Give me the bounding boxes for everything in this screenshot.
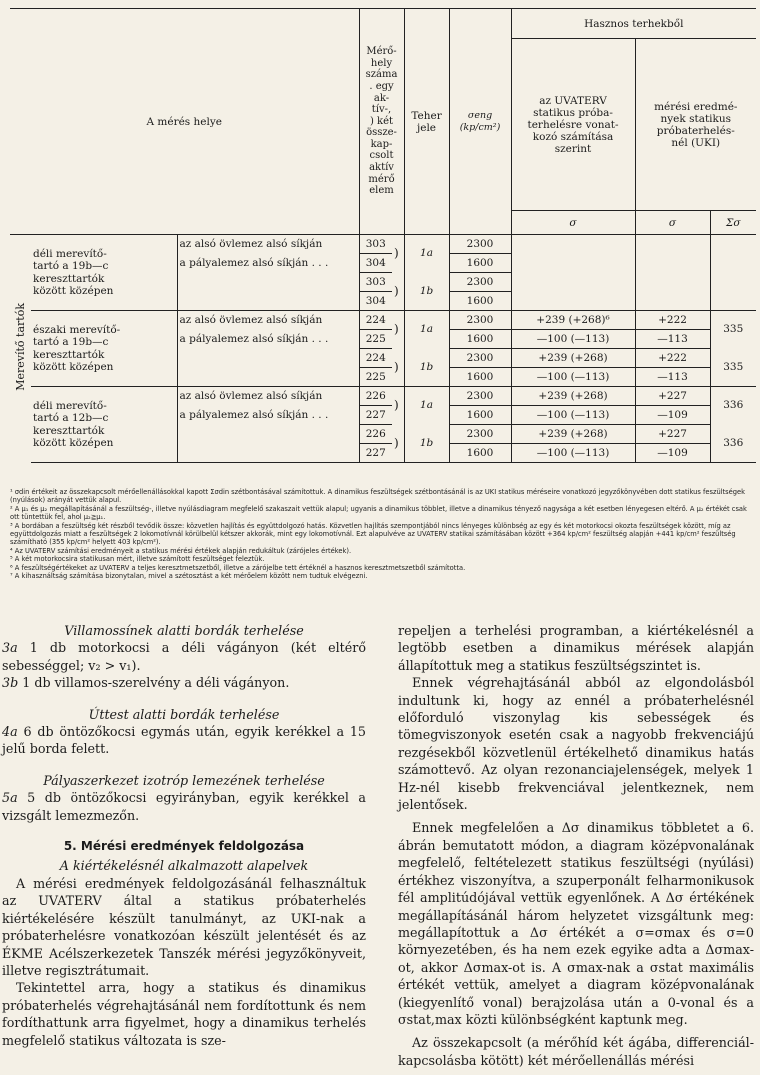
sum-sigma: 335 [710, 311, 756, 349]
sum-sigma: 336 [710, 425, 756, 463]
measurement-table [10, 8, 756, 463]
sigma-uvaterv [511, 235, 635, 254]
load-mark: 1b [404, 273, 449, 311]
footnote: ² A μ₁ és μ₂ megállapításánál a feszültség-, illetve nyúlásdiagram megfelelő szakaszait vettük alapul; ugyanis a dinamikus többlet, illetve a dinamikus tényező nagysága a két esetben lényegesen eltérő. A μ₂ értékét csak ott tüntettük fel, ahol μ₂≧μ₁. [10, 504, 747, 522]
sigma-uvaterv: —100 (—113) [511, 444, 635, 463]
paragraph: repeljen a terhelési programban, a kiértékelésnél a legtöbb esetben a dinamikus mérések alapján állapítottuk meg a statikus feszültségszintet is. [398, 623, 754, 673]
sigma-eng: 2300 [449, 425, 511, 444]
gauge-number: 224 [359, 311, 392, 330]
header-sigma-uvaterv: σ [511, 211, 635, 235]
item-label: 3a [2, 640, 18, 656]
footnote: ⁴ Az UVATERV számítási eredményeit a statikus mérési értékek alapján redukáltuk (zárójeles értékek). [10, 546, 352, 555]
sigma-uvaterv: —100 (—113) [511, 330, 635, 349]
header-uki: mérési eredmé- nyek statikus próbaterhelés- nél (UKI) [635, 39, 756, 211]
item-text: 1 db villamos-szerelvény a déli vágányon. [18, 675, 290, 691]
sigma-uvaterv: +239 (+268) [511, 349, 635, 368]
paragraph: A mérési eredmények feldolgozásánál felhasználtuk az UVATERV által a statikus próbaterhelés kiértékelésére készült tanulmányt, az UKI-nak a próbaterhelésre vonatkozóan készült jelentését és az ÉKME Acélszerkezetek Tanszék mérési jegyzőkönyveit, illetve regisztrátumait. [2, 875, 366, 978]
sigma-eng: 2300 [449, 235, 511, 254]
paragraph: Tekintettel arra, hogy a statikus és dinamikus próbaterhelés végrehajtásánál nem fordítottunk és nem fordíthattunk arra figyelmet, hogy a dinamikus terhelés megfelelő statikus változata is sze- [2, 980, 366, 1048]
sigma-uvaterv: —100 (—113) [511, 368, 635, 387]
sigma-uvaterv: +239 (+268) [511, 387, 635, 406]
sigma-uki: —113 [635, 330, 710, 349]
gauge-number: 225 [359, 368, 392, 387]
paragraph: Az összekapcsolt (a mérőhíd két ágába, differenciál-kapcsolásba kötött) két mérőellenállás mérési [398, 1035, 754, 1068]
gauge-number: 303 [359, 235, 392, 254]
location-desc-blank [177, 349, 359, 387]
load-mark: 1a [404, 235, 449, 273]
left-column [2, 622, 366, 1049]
footnote: ⁷ A kihasználtság számítása bizonytalan, mivel a szétosztást a két mérőelem között nem tudtuk elvégezni. [10, 572, 368, 581]
header-gauge-number: Mérő- hely száma . egy ak- tív-, ) két össze- kap- csolt aktív mérő elem [359, 9, 404, 235]
load-item-4a [2, 723, 366, 758]
gauge-number: 226 [359, 425, 392, 444]
sigma-uki: +222 [635, 349, 710, 368]
sigma-eng: 1600 [449, 406, 511, 425]
load-item-3a [2, 639, 366, 674]
sigma-eng: 1600 [449, 330, 511, 349]
sum-sigma: 336 [710, 387, 756, 425]
load-mark: 1b [404, 425, 449, 463]
paragraph: Ennek megfelelően a Δσ dinamikus többletet a 6. ábrán bemutatott módon, a diagram középvonalának megfelelő, feltételezett statikus feszültségi (nyúlási) értékhez viszonyítva, a szuperponált felharmonikusok fél amplitúdójával vettük egyenlőnek. A Δσ értékének megállapításánál három helyzetet vizsgáltunk meg: megállapítottuk a Δσ értékét a σ=σmax és σ=0 környezetében, és ha nem ezek egyike adta a Δσmax-ot, akkor Δσmax-ot is. A σmax-nak a σstat maximális értékét vettük, amelyet a diagram középvonalának (kiegyenlítő vonal) berajzolása után a 0-vonal és a σstat,max közti különbségként kaptunk meg. [398, 820, 754, 1027]
sigma-uvaterv [511, 273, 635, 292]
item-text: 1 db motorkocsi a déli vágányon (két eltérő sebességgel; v₂ > v₁). [2, 640, 366, 673]
gauge-number: 226 [359, 387, 392, 406]
location-desc: a pályalemez alsó síkján . . . [177, 406, 359, 425]
sigma-uvaterv [511, 254, 635, 273]
sum-sigma [710, 235, 756, 273]
sum-sigma [710, 273, 756, 311]
load-mark: 1a [404, 311, 449, 349]
gauge-number: 224 [359, 349, 392, 368]
sigma-eng: 1600 [449, 292, 511, 311]
gauge-number: 227 [359, 406, 392, 425]
footnote: ¹ σdin értékeit az összekapcsolt mérőellenállásokkal kapott Σσdin szétbontásával számítottuk. A dinamikus feszültségek szétbontásánál is az UKI statikus méréseire vonatkozó jegyzőkönyvében dott statikus feszültségek (nyúlások) arányát vettük alapul. [10, 488, 746, 505]
location-1: déli merevítő- tartó a 19b—c kereszttartók között középen [31, 235, 177, 311]
sigma-uki: +227 [635, 425, 710, 444]
sigma-uki: —113 [635, 368, 710, 387]
location-desc-blank [177, 273, 359, 311]
item-text: 5 db öntözőkocsi egyirányban, egyik kerékkel a vizsgált lemezmezőn. [2, 790, 366, 823]
gauge-number: 225 [359, 330, 392, 349]
paragraph: Ennek végrehajtásánál abból az elgondolásból indultunk ki, hogy az ennél a próbaterhelésnél előforduló viszonylag kis sebességek és tömegviszonyok esetén csak a nagyobb frekvenciájú rezgésekből közvetlenül értékelhető dinamikus hatás számottevő. Az olyan rezonanciajelenségek, melyek 1 Hz-nél kisebb frekvenciával jelentkeznek, nem jelentősek. [398, 675, 754, 813]
sigma-uki: +227 [635, 387, 710, 406]
sigma-eng: 2300 [449, 387, 511, 406]
location-desc: a pályalemez alsó síkján . . . [177, 330, 359, 349]
sigma-uvaterv [511, 292, 635, 311]
section-title: 5. Mérési eredmények feldolgozása [63, 839, 305, 854]
brace: ) [394, 359, 399, 374]
gauge-number: 304 [359, 292, 392, 311]
group-label: Merevítő tartók [14, 302, 27, 391]
subheading-plate: Pályaszerkezet izotróp lemezének terhelése [43, 772, 325, 788]
location-desc: az alsó övlemez alsó síkján [177, 311, 359, 330]
sigma-eng: 1600 [449, 254, 511, 273]
header-useful-loads: Hasznos terhekből [511, 9, 756, 39]
header-sigma-eng: σeng (kp/cm²) [449, 9, 511, 235]
footnote: ⁶ A feszültségértékeket az UVATERV a teljes keresztmetszetből, illetve a zárójelbe tett értéknél a hasznos keresztmetszetből számította. [10, 563, 466, 572]
sigma-eng: 1600 [449, 368, 511, 387]
subheading-tram: Villamossínek alatti bordák terhelése [64, 623, 304, 638]
sigma-uki [635, 254, 710, 273]
footnotes [10, 488, 756, 580]
brace: ) [392, 235, 404, 273]
location-desc: az alsó övlemez alsó síkján [177, 387, 359, 406]
footnote: ³ A bordában a feszültség két részből tevődik össze: közvetlen hajlítás és együttdolgozó hatás. Közvetlen hajlítás szempontjából nincs lényeges különbség az egy és két motorkocsi okozta feszültségek között, míg az együttdolgozás miatt a feszültségek 2 lokomotívnál körülbelül kétszer akkorák, mint egy lokomotívnál. Ezt alapulvéve az UVATERV statikai számításában között +364 kp/cm² feszültség alapján +441 kp/cm² feszültség számítható (355 kp/cm² helyett 403 kp/cm²). [10, 521, 736, 547]
sigma-eng: 2300 [449, 311, 511, 330]
item-text: 6 db öntözőkocsi egymás után, egyik kerékkel a 15 jelű borda felett. [2, 724, 366, 757]
brace: ) [392, 311, 404, 349]
sum-sigma: 335 [710, 349, 756, 387]
sigma-uvaterv: +239 (+268) [511, 425, 635, 444]
header-sigma-uki: σ [635, 211, 710, 235]
sigma-uki [635, 273, 710, 292]
sigma-eng: 2300 [449, 273, 511, 292]
right-column [398, 622, 754, 1069]
sigma-uvaterv: +239 (+268)⁶ [511, 311, 635, 330]
location-2: északi merevítő- tartó a 19b—c kereszttartók között középen [31, 311, 177, 387]
sigma-uki [635, 235, 710, 254]
sigma-uki: —109 [635, 444, 710, 463]
location-3: déli merevítő- tartó a 12b—c kereszttartók között középen [31, 387, 177, 463]
header-place: A mérés helye [10, 9, 359, 235]
item-label: 3b [2, 675, 19, 691]
group-label-cell [10, 235, 31, 463]
sigma-uki: —109 [635, 406, 710, 425]
brace: ) [394, 283, 399, 298]
gauge-number: 304 [359, 254, 392, 273]
item-label: 5a [2, 790, 18, 806]
sigma-uvaterv: —100 (—113) [511, 406, 635, 425]
sigma-uki: +222 [635, 311, 710, 330]
brace: ) [392, 387, 404, 425]
load-item-3b [2, 674, 366, 691]
location-desc-blank [177, 425, 359, 463]
load-mark: 1a [404, 387, 449, 425]
load-item-5a [2, 789, 366, 824]
header-load-mark: Teher jele [404, 9, 449, 235]
location-desc: az alsó övlemez alsó síkján [177, 235, 359, 254]
gauge-number: 303 [359, 273, 392, 292]
header-uvaterv: az UVATERV statikus próba- terhelésre vonat- kozó számítása szerint [511, 39, 635, 211]
gauge-number: 227 [359, 444, 392, 463]
item-label: 4a [2, 724, 18, 740]
sigma-uki [635, 292, 710, 311]
subheading-road: Úttest alatti bordák terhelése [88, 706, 280, 722]
header-sum-sigma: Σσ [710, 211, 756, 235]
load-mark: 1b [404, 349, 449, 387]
sigma-eng: 2300 [449, 349, 511, 368]
brace: ) [392, 425, 404, 463]
location-desc: a pályalemez alsó síkján . . . [177, 254, 359, 273]
footnote: ⁵ A két motorkocsira statikusan mért, illetve számított feszültséget feleztük. [10, 555, 265, 564]
section-subtitle: A kiértékelésnél alkalmazott alapelvek [59, 858, 309, 874]
sigma-eng: 1600 [449, 444, 511, 463]
